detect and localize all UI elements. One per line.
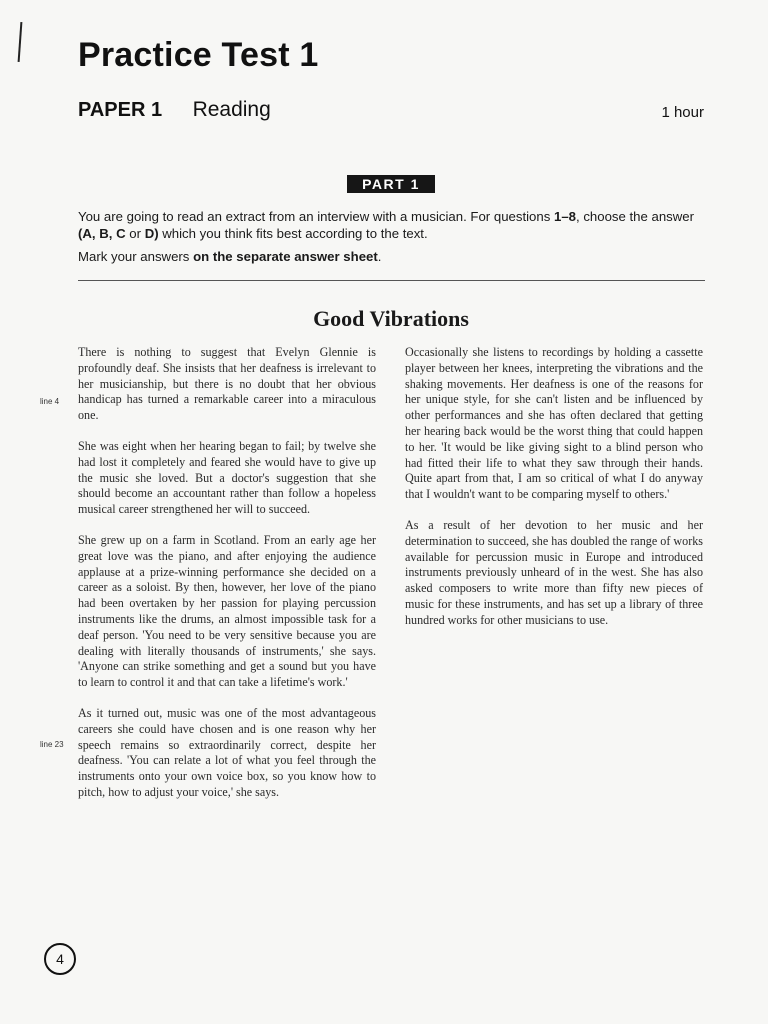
instr-options: (A, B, C [78,226,126,241]
paper-label: PAPER 1 [78,99,163,121]
paper-subject: Reading [192,98,271,121]
instructions-line-2 [78,248,706,265]
line-reference: line 4 [40,397,60,406]
page-title: Practice Test 1 [78,36,319,74]
instr-questions: 1–8 [553,209,576,224]
page-number: 4 [44,943,76,975]
part-badge: PART 1 [347,175,435,193]
margin-mark [18,22,23,62]
instructions-line-1 [78,208,706,242]
instructions [78,208,706,271]
paragraph: As it turned out, music was one of the most advantageous careers she could have chosen and is one reason why her speech remains so extraordinarily correct, despite her deafness. 'You can relate a lot of what you feel through the instruments onto your own voice box, so you know how to pitch, how to adjust your voice,' she says. [78,705,376,799]
paper-duration: 1 hour [661,104,704,121]
instr-text: Mark your answers [78,249,194,264]
article-column-left [78,345,376,816]
article-title: Good Vibrations [313,306,469,331]
paragraph: There is nothing to suggest that Evelyn Glennie is profoundly deaf. She insists that her deafness is irrelevant to her musicianship, but there is no doubt that her obvious handicap has turned a remarkable career into a miraculous one. [78,345,376,423]
paper-header [78,98,704,122]
paragraph: Occasionally she listens to recordings by holding a cassette player between her knees, interpreting the vibrations and the shaking movements. Her deafness is one of the reasons for her unique style, for she can't listen and be influenced by other performances and she has often declared that getting her hearing back would be the worst thing that could happen to her. 'It would be like giving sight to a blind person who had fitted their life to what they saw through their hands. Quite apart from that, I am so critical of what I do anyway that I wouldn't want to be comparing myself to others.' [405,345,703,502]
instr-text: . [377,249,382,264]
article-column-right [405,345,703,644]
divider [78,280,705,281]
instr-text: which you think fits best according to the text. [158,226,428,241]
instr-option-d: D) [144,226,159,241]
instr-text: You are going to read an extract from an interview with a musician. For questions [78,209,554,224]
paragraph: She was eight when her hearing began to fail; by twelve she had lost it completely and feared she would have to give up the music she loved. But a doctor's suggestion that she should become an accountant rather than follow a hopeless musical career strengthened her will to succeed. [78,438,376,517]
paragraph: As a result of her devotion to her music and her determination to succeed, she has doubled the range of works available for percussion music in Europe and introduced instruments previously unheard of in the west. She has also asked composers to write more than fifty new pieces of music for these instruments, and has set up a library of three hundred works for other musicians to use. [405,517,703,627]
paragraph: She grew up on a farm in Scotland. From an early age her great love was the piano, and after enjoying the audience applause at a prize-winning performance she decided on a career as a soloist. By then, however, her love of the piano had been overtaken by her passion for playing percussion instruments like the drums, an almost impossible task for a deaf person. 'You need to be very sensitive because you are dealing with literally thousands of instruments,' she says. 'Anyone can strike something and get a sound but you have to learn to control it and that can take a lifetime's work.' [78,532,376,690]
instr-answer-sheet: on the separate answer sheet [193,249,378,264]
instr-text: or [125,226,145,241]
line-reference: line 23 [40,740,64,749]
instr-text: , choose the answer [576,209,695,224]
